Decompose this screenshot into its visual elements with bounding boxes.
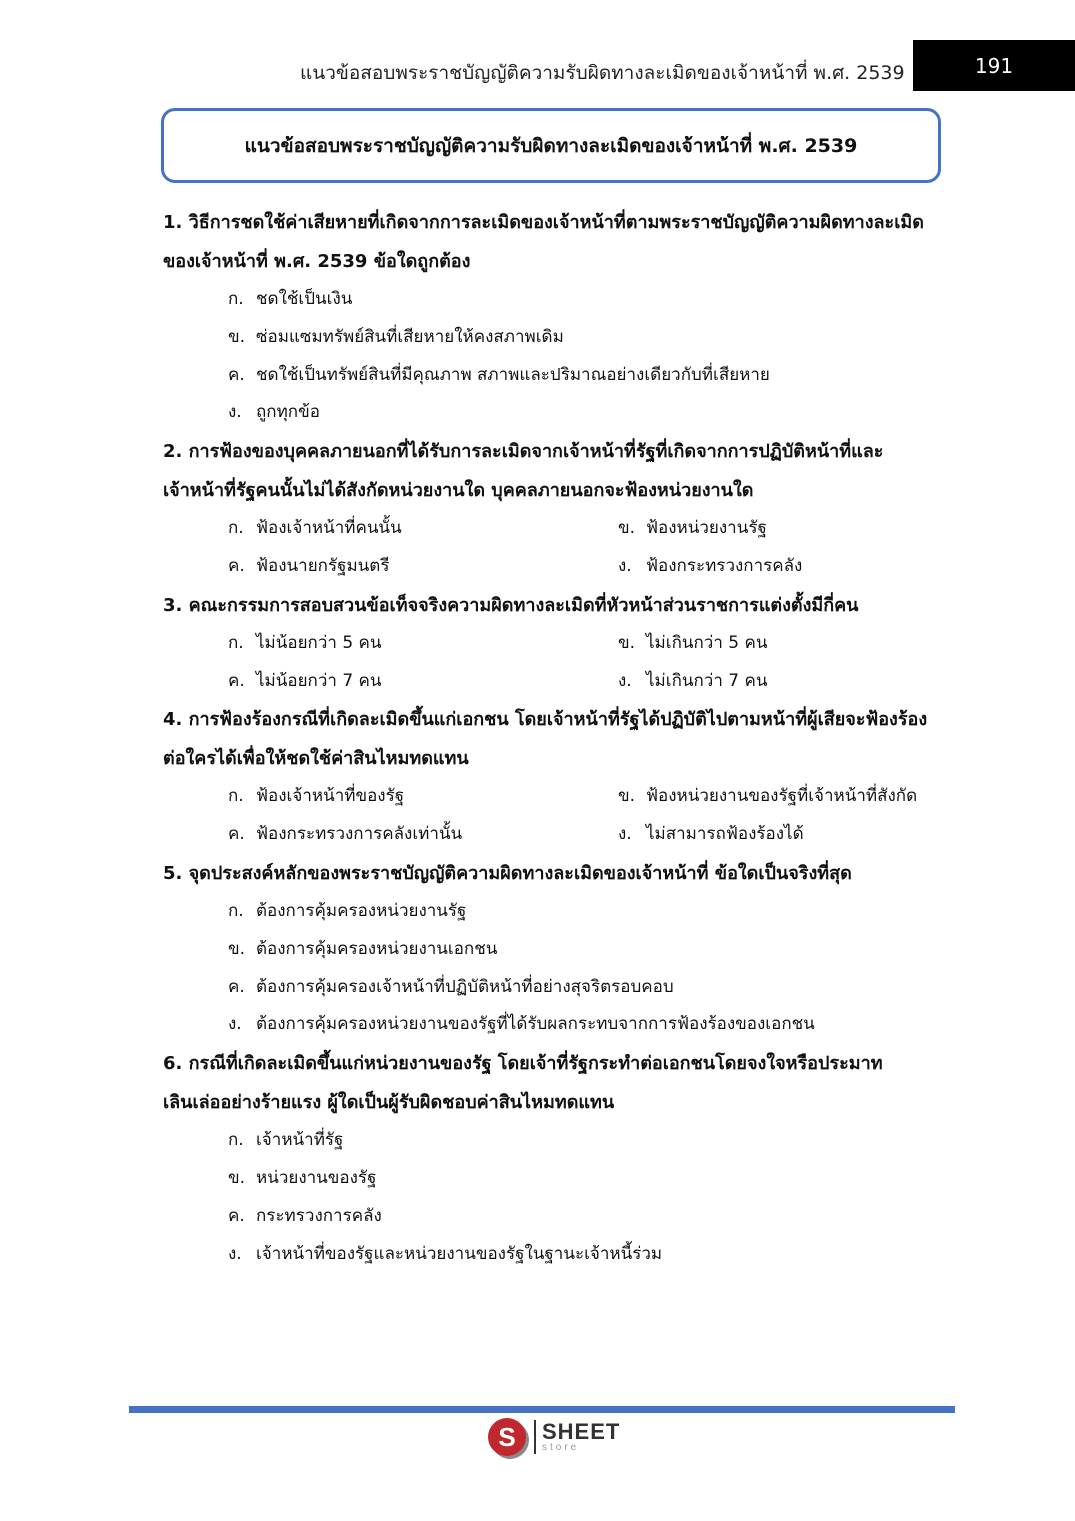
choice-text: ต้องการคุ้มครองหน่วยงานรัฐ xyxy=(256,900,467,921)
choice-letter: ข. xyxy=(618,786,636,807)
question-text-line: 4. การฟ้องร้องกรณีที่เกิดละเมิดขึ้นแก่เอกชน โดยเจ้าหน้าที่รัฐได้ปฏิบัติไปตามหน้าที่ผู้เสียจะฟ้องร้อง xyxy=(163,709,928,731)
question-text-line: เลินเล่ออย่างร้ายแรง ผู้ใดเป็นผู้รับผิดชอบค่าสินไหมทดแทน xyxy=(163,1092,615,1114)
choice-text: เจ้าหน้าที่รัฐ xyxy=(256,1130,344,1151)
choice-letter: ข. xyxy=(228,1167,246,1188)
choice-letter: ก. xyxy=(228,1130,244,1151)
logo-separator xyxy=(534,1420,536,1454)
running-header-title: แนวข้อสอบพระราชบัญญัติความรับผิดทางละเมิดของเจ้าหน้าที่ พ.ศ. 2539 xyxy=(300,62,905,84)
answer-choice xyxy=(228,969,953,1007)
choice-text: ไม่เกินกว่า 5 คน xyxy=(646,632,768,653)
question-text-line: 1. วิธีการชดใช้ค่าเสียหายที่เกิดจากการละเมิดของเจ้าหน้าที่ตามพระราชบัญญัติความผิดทางละเมิด xyxy=(163,212,924,233)
choice-letter: ค. xyxy=(228,555,245,576)
page-number: 191 xyxy=(974,53,1014,78)
choice-text: ฟ้องเจ้าหน้าที่ของรัฐ xyxy=(256,786,405,807)
choice-text: ไม่น้อยกว่า 7 คน xyxy=(256,670,382,691)
answer-choice xyxy=(618,663,953,701)
answer-choice xyxy=(228,778,618,816)
question-3 xyxy=(163,586,953,701)
answer-choice xyxy=(618,548,953,586)
logo-sub-text: store xyxy=(542,1442,580,1453)
choice-text: หน่วยงานของรัฐ xyxy=(256,1167,377,1188)
choice-letter: ค. xyxy=(228,670,245,691)
choice-text: กระทรวงการคลัง xyxy=(256,1205,382,1226)
choice-letter: ก. xyxy=(228,786,244,807)
answer-choice xyxy=(228,1160,953,1198)
answer-choice xyxy=(228,357,953,395)
footer-divider xyxy=(129,1406,955,1413)
answer-choice xyxy=(618,816,953,854)
answer-choice xyxy=(228,281,953,319)
choice-text: ฟ้องกระทรวงการคลังเท่านั้น xyxy=(256,824,463,845)
answer-choice xyxy=(228,625,618,663)
page-number-box xyxy=(913,40,1075,91)
choice-text: ต้องการคุ้มครองเจ้าหน้าที่ปฏิบัติหน้าที่อย่างสุจริตรอบคอบ xyxy=(256,976,674,997)
choice-letter: ง. xyxy=(228,402,242,423)
choice-text: ฟ้องหน่วยงานของรัฐที่เจ้าหน้าที่สังกัด xyxy=(646,786,918,807)
choice-letter: ง. xyxy=(618,824,632,845)
question-1 xyxy=(163,203,953,432)
choice-text: ชดใช้เป็นเงิน xyxy=(256,289,353,309)
choice-text: เจ้าหน้าที่ของรัฐและหน่วยงานของรัฐในฐานะเจ้าหนี้ร่วม xyxy=(256,1243,663,1264)
answer-choice xyxy=(228,893,953,931)
choice-text: ไม่สามารถฟ้องร้องได้ xyxy=(646,824,804,845)
answer-choice xyxy=(228,510,618,548)
answer-choice xyxy=(228,663,618,701)
choice-letter: ค. xyxy=(228,976,245,997)
answer-choice xyxy=(618,510,953,548)
title-box xyxy=(161,108,941,183)
choice-letter: ข. xyxy=(618,632,636,653)
choice-text: ต้องการคุ้มครองหน่วยงานของรัฐที่ได้รับผลกระทบจากการฟ้องร้องของเอกชน xyxy=(256,1014,815,1035)
question-list xyxy=(163,203,953,1273)
answer-choice xyxy=(228,548,618,586)
question-text-line: ต่อใครได้เพื่อให้ชดใช้ค่าสินไหมทดแทน xyxy=(163,748,469,770)
choice-text: ฟ้องนายกรัฐมนตรี xyxy=(256,555,390,576)
question-text-line: เจ้าหน้าที่รัฐคนนั้นไม่ได้สังกัดหน่วยงานใด บุคคลภายนอกจะฟ้องหน่วยงานใด xyxy=(163,480,754,502)
question-text-line: 6. กรณีที่เกิดละเมิดขึ้นแก่หน่วยงานของรัฐ โดยเจ้าที่รัฐกระทำต่อเอกชนโดยจงใจหรือประมาท xyxy=(163,1053,883,1075)
answer-choice xyxy=(228,816,618,854)
choice-text: ถูกทุกข้อ xyxy=(256,402,320,423)
choice-letter: ค. xyxy=(228,824,245,845)
choice-letter: ข. xyxy=(228,326,246,347)
document-title: แนวข้อสอบพระราชบัญญัติความรับผิดทางละเมิดของเจ้าหน้าที่ พ.ศ. 2539 xyxy=(244,134,858,157)
logo-main-text: SHEET xyxy=(542,1419,621,1444)
answer-choice xyxy=(228,1122,953,1160)
choice-letter: ก. xyxy=(228,289,244,309)
answer-choice xyxy=(228,1236,953,1274)
choice-letter: ง. xyxy=(618,670,632,691)
question-text-line: ของเจ้าหน้าที่ พ.ศ. 2539 ข้อใดถูกต้อง xyxy=(163,251,471,272)
choice-text: ต้องการคุ้มครองหน่วยงานเอกชน xyxy=(256,938,498,959)
question-4 xyxy=(163,700,953,854)
choice-letter: ง. xyxy=(618,555,632,576)
choice-text: ไม่น้อยกว่า 5 คน xyxy=(256,632,382,653)
choice-text: ฟ้องกระทรวงการคลัง xyxy=(646,555,803,576)
logo-wordmark xyxy=(542,1421,620,1453)
answer-choice xyxy=(228,931,953,969)
choice-text: ฟ้องเจ้าหน้าที่คนนั้น xyxy=(256,518,402,539)
choice-text: ซ่อมแซมทรัพย์สินที่เสียหายให้คงสภาพเดิม xyxy=(256,326,564,347)
answer-choice xyxy=(618,625,953,663)
logo-s-icon: S xyxy=(488,1418,526,1456)
question-5 xyxy=(163,854,953,1044)
choice-text: ไม่เกินกว่า 7 คน xyxy=(646,670,768,691)
sheet-store-logo xyxy=(488,1418,620,1456)
choice-letter: ข. xyxy=(618,518,636,539)
choice-text: ฟ้องหน่วยงานรัฐ xyxy=(646,518,767,539)
answer-choice xyxy=(618,778,953,816)
choice-letter: ก. xyxy=(228,900,244,921)
answer-choice xyxy=(228,1006,953,1044)
answer-choice xyxy=(228,394,953,432)
question-text-line: 2. การฟ้องของบุคคลภายนอกที่ได้รับการละเมิดจากเจ้าหน้าที่รัฐที่เกิดจากการปฏิบัติหน้าที่และ xyxy=(163,441,884,463)
question-text-line: 5. จุดประสงค์หลักของพระราชบัญญัติความผิดทางละเมิดของเจ้าหน้าที่ ข้อใดเป็นจริงที่สุด xyxy=(163,862,852,884)
choice-letter: ข. xyxy=(228,938,246,959)
answer-choice xyxy=(228,1198,953,1236)
choice-letter: ค. xyxy=(228,1205,245,1226)
question-6 xyxy=(163,1044,953,1273)
choice-letter: ค. xyxy=(228,364,245,385)
choice-letter: ง. xyxy=(228,1014,242,1035)
choice-letter: ง. xyxy=(228,1243,242,1264)
choice-letter: ก. xyxy=(228,632,244,653)
choice-letter: ก. xyxy=(228,518,244,539)
question-2 xyxy=(163,432,953,586)
choice-text: ชดใช้เป็นทรัพย์สินที่มีคุณภาพ สภาพและปริมาณอย่างเดียวกับที่เสียหาย xyxy=(256,364,770,385)
answer-choice xyxy=(228,319,953,357)
question-text-line: 3. คณะกรรมการสอบสวนข้อเท็จจริงความผิดทางละเมิดที่หัวหน้าส่วนราชการแต่งตั้งมีกี่คน xyxy=(163,594,859,616)
